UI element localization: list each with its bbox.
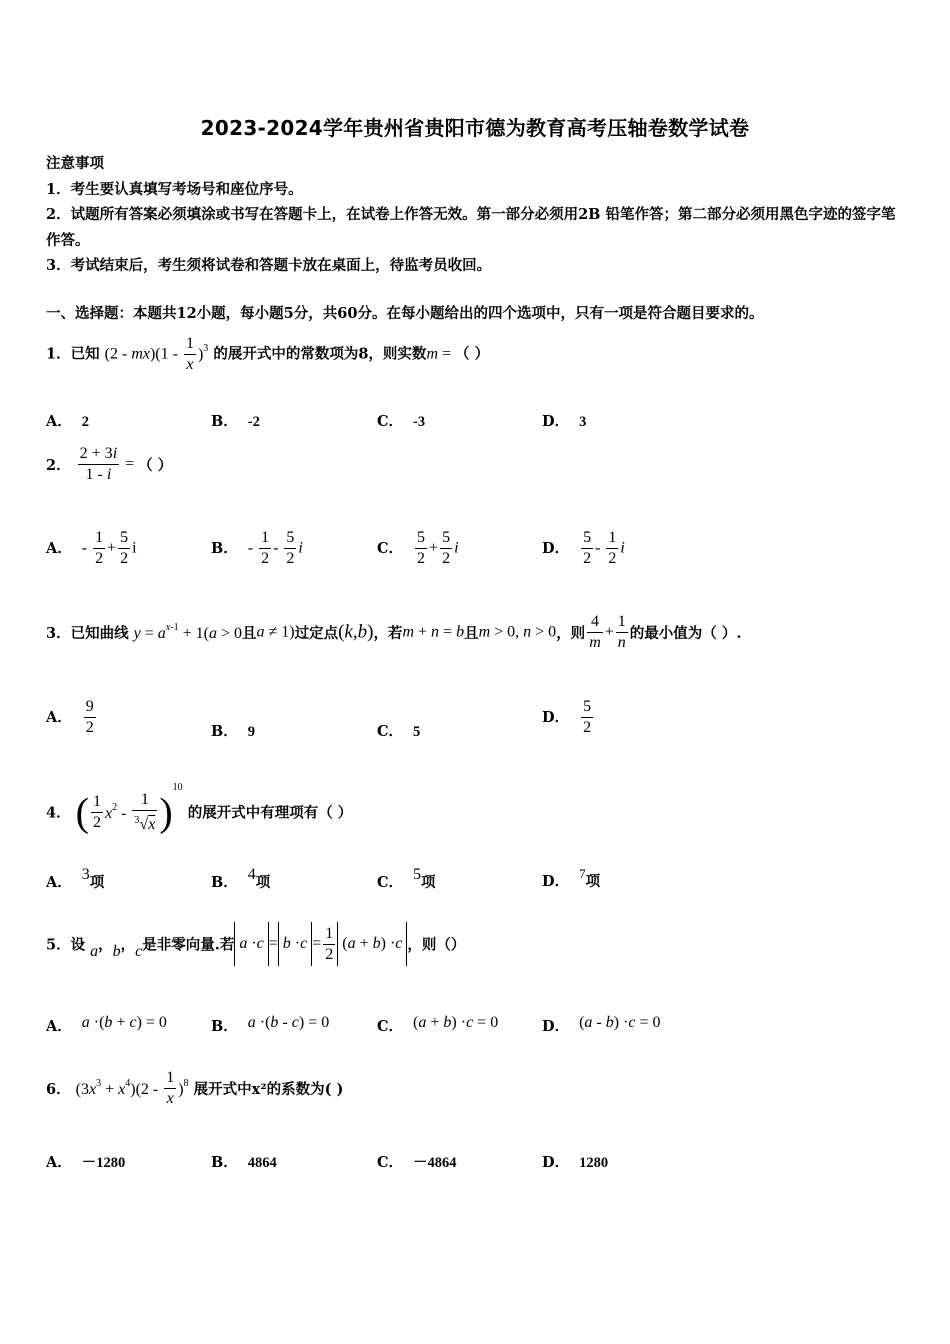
question-number: 6． bbox=[46, 1081, 71, 1098]
option-a[interactable]: A． - $\frac{1}{2}$ + $\frac{5}{2}$ i bbox=[46, 529, 137, 567]
formula: $y = a^{x-1} + 1(a > 0$ bbox=[133, 622, 242, 642]
option-d[interactable]: D． 7项 bbox=[542, 866, 601, 890]
question-1: 1．已知 (2 - mx)(1 - $\frac{1}{x}$ )$^3$ 的展开式中的常数项为8，则实数m = （ ） bbox=[46, 335, 490, 373]
option-a[interactable]: A． $\frac{9}{2}$ bbox=[46, 698, 94, 736]
option-c[interactable]: C． 5 bbox=[377, 723, 421, 740]
note-item: 2．试题所有答案必须填涂或书写在答题卡上，在试卷上作答无效。第一部分必须用2B 铅笔作答；第二部分必须用黑色字迹的签字笔作答。 bbox=[46, 206, 896, 249]
option-b[interactable]: B． 4项 bbox=[211, 866, 271, 891]
fraction: $\frac{1}{x}$ bbox=[185, 335, 194, 373]
option-a[interactable]: A． 2 bbox=[46, 413, 90, 430]
question-number: 3． bbox=[46, 625, 71, 642]
notes-block bbox=[46, 151, 906, 279]
option-c[interactable]: C． －4864 bbox=[377, 1154, 457, 1171]
option-d[interactable]: D． 3 bbox=[542, 413, 587, 430]
option-d[interactable]: D． 1280 bbox=[542, 1154, 609, 1171]
question-number: 4． bbox=[46, 804, 71, 822]
fraction: $\frac{2 + 3i}{1 - i}$ bbox=[79, 445, 118, 483]
option-b[interactable]: B． 4864 bbox=[211, 1154, 277, 1171]
option-a[interactable]: A． a ·(b + c) = 0 bbox=[46, 1014, 167, 1035]
note-item: 1．考生要认真填写考场号和座位序号。 bbox=[46, 180, 303, 198]
question-2: 2． $\frac{2 + 3i}{1 - i}$ = （ ） bbox=[46, 445, 173, 483]
note-item: 3．考试结束后，考生须将试卷和答题卡放在桌面上，待监考员收回。 bbox=[46, 257, 492, 274]
option-c[interactable]: C． (a + b) ·c = 0 bbox=[377, 1014, 499, 1035]
option-b[interactable]: B． -2 bbox=[211, 413, 260, 430]
question-5: 5．设 a，b，c是非零向量.若 a ·c = b ·c = $\frac{1}{2}$ (a + b) ·c ，则（） bbox=[46, 922, 465, 966]
section-heading: 一、选择题：本题共12小题，每小题5分，共60分。在每小题给出的四个选项中，只有一项是符合题目要求的。 bbox=[46, 305, 764, 322]
option-c[interactable]: C． $\frac{5}{2}$ + $\frac{5}{2}$ i bbox=[377, 529, 459, 567]
notes-heading: 注意事项 bbox=[46, 155, 104, 172]
option-c[interactable]: C． 5项 bbox=[377, 866, 436, 891]
formula: (2 - mx)(1 - bbox=[104, 345, 182, 363]
page-title: 2023-2024学年贵州省贵阳市德为教育高考压轴卷数学试卷 bbox=[200, 116, 750, 140]
question-6: 6． $(3x^3 + x^4)(2$ - $\frac{1}{x}$ )$^8$ 展开式中x²的系数为( ) bbox=[46, 1069, 344, 1107]
question-number: 5． bbox=[46, 936, 71, 954]
question-number: 1． bbox=[46, 345, 71, 363]
option-b[interactable]: B． - $\frac{1}{2}$ - $\frac{5}{2}$ i bbox=[211, 529, 303, 567]
option-d[interactable]: D． $\frac{5}{2}$ bbox=[542, 698, 592, 736]
question-3: 3．已知曲线 $y = a^{x-1} + 1(a > 0$且a ≠ 1)过定点(k,b)，若m + n = b且m > 0, n > 0，则 $\frac{4}{m}$ + $\frac{1}{n}$ 的最小值为（ ）. bbox=[46, 613, 742, 651]
option-c[interactable]: C． -3 bbox=[377, 413, 426, 430]
option-d[interactable]: D． (a - b) ·c = 0 bbox=[542, 1014, 661, 1035]
option-a[interactable]: A． 3项 bbox=[46, 866, 105, 891]
option-a[interactable]: A． －1280 bbox=[46, 1154, 126, 1171]
option-d[interactable]: D． $\frac{5}{2}$ - $\frac{1}{2}$ i bbox=[542, 529, 625, 567]
question-number: 2． bbox=[46, 457, 71, 474]
question-4: 4． ( $\frac{1}{2}$ $x^2$ - $\frac{1}{^3√x}$ )$^{10}$ 的展开式中有理项有（ ） bbox=[46, 782, 353, 835]
option-b[interactable]: B． 9 bbox=[211, 723, 256, 740]
option-b[interactable]: B． a ·(b - c) = 0 bbox=[211, 1014, 330, 1035]
